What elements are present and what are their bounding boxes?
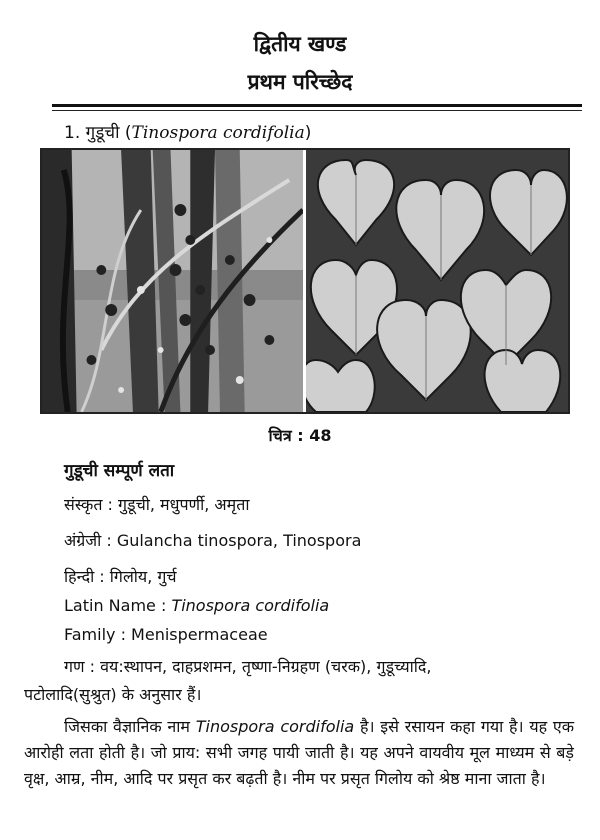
plant-heading-latin: Tinospora cordifolia — [131, 123, 305, 143]
plant-heading — [64, 120, 311, 143]
description-paragraph — [24, 714, 574, 792]
header-rule-bottom — [52, 110, 582, 111]
figure-photos — [40, 148, 570, 414]
plant-heading-suffix: ) — [304, 123, 312, 143]
gana-line-2: पटोलादि(सुश्रुत) के अनुसार हैं। — [24, 685, 202, 704]
heart-leaves-photo — [306, 150, 568, 412]
english-names: अंग्रेजी : Gulancha tinospora, Tinospora — [64, 531, 362, 550]
figure-caption: चित्र : 48 — [268, 426, 332, 445]
hindi-names: हिन्दी : गिलोय, गुर्च — [64, 567, 177, 586]
sanskrit-names: संस्कृत : गुडूची, मधुपर्णी, अमृता — [64, 495, 250, 514]
plant-subheading: गुडूची सम्पूर्ण लता — [64, 461, 175, 481]
latin-name — [64, 596, 329, 615]
latin-name-value: Tinospora cordifolia — [171, 596, 330, 615]
gana-line-1: गण : वय:स्थापन, दाहप्रशमन, तृष्णा-निग्रहण (चरक), गुडूच्यादि, — [64, 657, 432, 676]
header-rule-top — [52, 104, 582, 107]
chapter-title: प्रथम परिच्छेद — [247, 70, 353, 94]
family-line: Family : Menispermaceae — [64, 625, 268, 644]
section-title: द्वितीय खण्ड — [253, 32, 347, 56]
plant-heading-prefix: 1. गुडूची ( — [64, 123, 132, 143]
description-part-1: जिसका वैज्ञानिक नाम — [64, 717, 196, 736]
vine-on-tree-photo — [42, 150, 306, 412]
description-part-2: है। इसे रसायन कहा गया है। यह एक आरोही लता होती है। जो प्राय: सभी जगह पायी जाती है। यह अपने वायवीय मूल माध्यम से बड़े वृक्ष, आम्र, नीम, आदि पर प्रसृत कर बढ़ती है। नीम पर प्रसृत गिलोय को श्रेष्ठ माना जाता है। — [24, 717, 574, 788]
description-latin: Tinospora cordifolia — [195, 717, 355, 736]
latin-name-label: Latin Name : — [64, 596, 172, 615]
